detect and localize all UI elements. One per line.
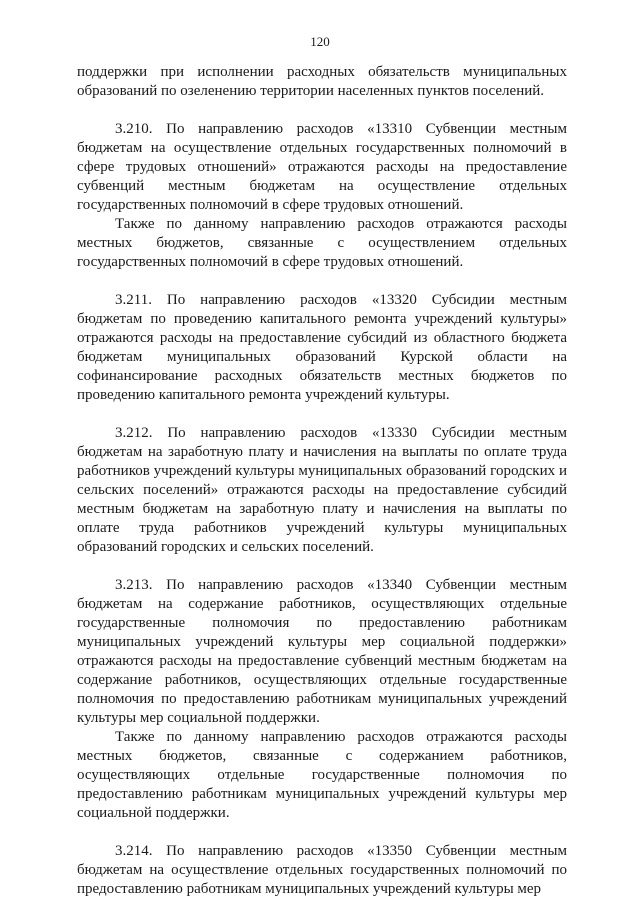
paragraph-3-212: 3.212. По направлению расходов «13330 Субсидии местным бюджетам на заработную плату и начисления на выплаты по оплате труда работников учреждений культуры муниципальных образований городских и сельских поселений» отражаются расходы на предоставление субсидий местным бюджетам на заработную плату и начисления на выплаты по оплате труда работников учреждений культуры муниципальных образований городских и сельских поселений.	[77, 425, 567, 555]
paragraph-gap	[77, 557, 567, 576]
paragraph-3-210-addendum: Также по данному направлению расходов отражаются расходы местных бюджетов, связанные с осуществлением отдельных государственных полномочий в сфере трудовых отношений.	[77, 216, 567, 270]
paragraph-3-211: 3.211. По направлению расходов «13320 Субсидии местным бюджетам по проведению капитального ремонта учреждений культуры» отражаются расходы на предоставление субсидий из областного бюджета бюджетам муниципальных образований Курской области на софинансирование расходных обязательств местных бюджетов по проведению капитального ремонта учреждений культуры.	[77, 292, 567, 403]
page-number: 120	[310, 34, 330, 49]
paragraph-3-213: 3.213. По направлению расходов «13340 Субвенции местным бюджетам на содержание работников, осуществляющих отдельные государственные полномочия по предоставлению работникам муниципальных учреждений культуры мер социальной поддержки» отражаются расходы на предоставление субвенций местным бюджетам на содержание работников, осуществляющих отдельные государственные полномочия по предоставлению работникам муниципальных учреждений культуры мер социальной поддержки.	[77, 577, 567, 726]
document-body	[77, 63, 567, 899]
paragraph-gap	[77, 101, 567, 120]
paragraph-gap	[77, 272, 567, 291]
paragraph-continuation: поддержки при исполнении расходных обязательств муниципальных образований по озеленению территории населенных пунктов поселений.	[77, 64, 567, 99]
paragraph-3-210: 3.210. По направлению расходов «13310 Субвенции местным бюджетам на осуществление отдельных государственных полномочий в сфере трудовых отношений» отражаются расходы на предоставление субвенций местным бюджетам на осуществление отдельных государственных полномочий в сфере трудовых отношений.	[77, 121, 567, 213]
paragraph-3-214: 3.214. По направлению расходов «13350 Субвенции местным бюджетам на осуществление отдельных государственных полномочий по предоставлению работникам муниципальных учреждений культуры мер	[77, 843, 567, 897]
paragraph-gap	[77, 823, 567, 842]
paragraph-gap	[77, 405, 567, 424]
paragraph-3-213-addendum: Также по данному направлению расходов отражаются расходы местных бюджетов, связанные с содержанием работников, осуществляющих отдельные государственные полномочия по предоставлению работникам муниципальных учреждений культуры мер социальной поддержки.	[77, 729, 567, 821]
